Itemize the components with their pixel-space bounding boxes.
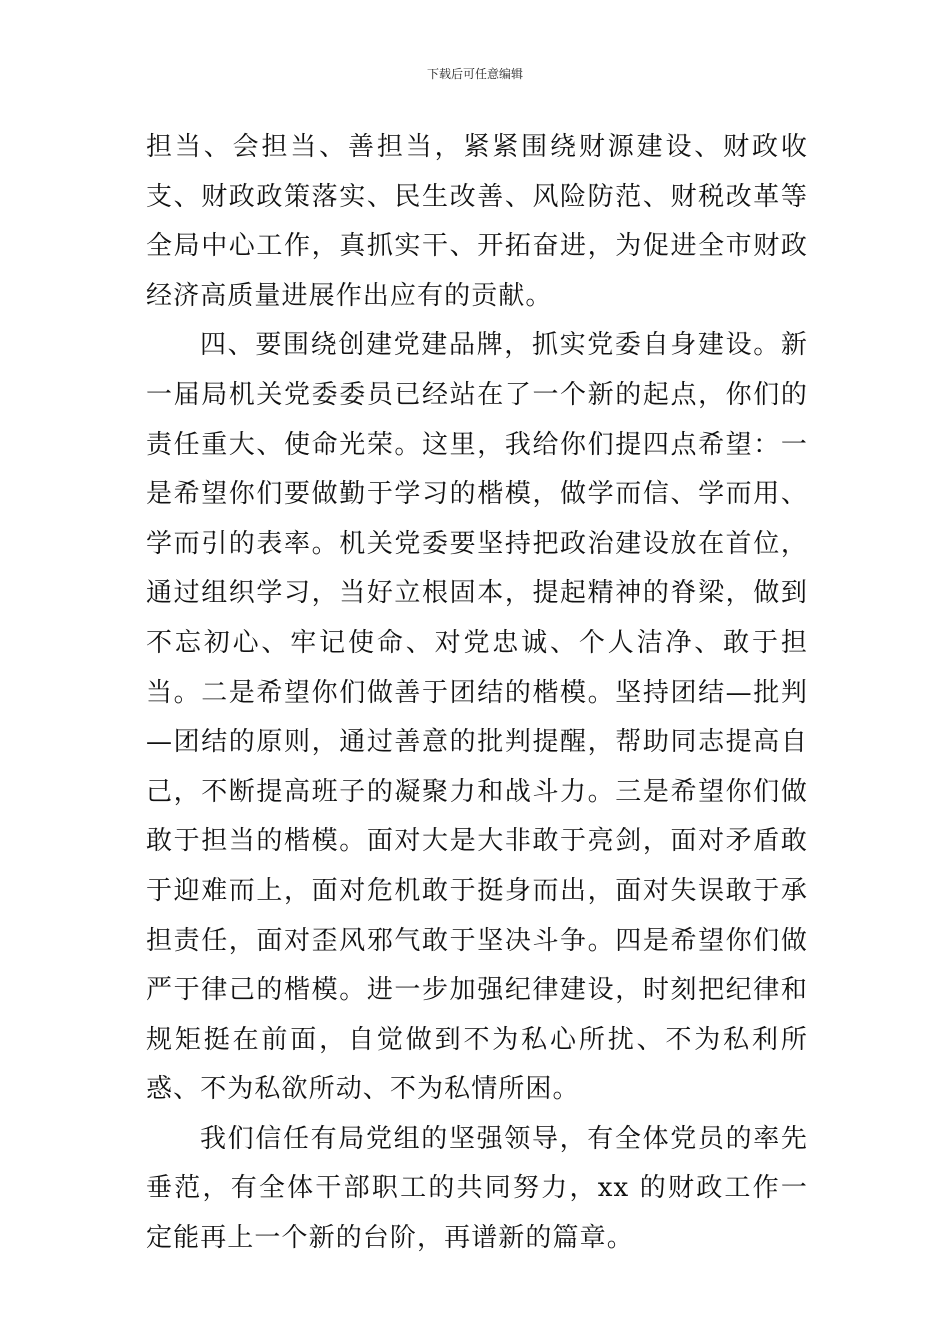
page-header: 下载后可任意编辑 bbox=[426, 67, 523, 81]
document-body bbox=[146, 123, 808, 1264]
paragraph-conclusion: 我们信任有局党组的坚强领导，有全体党员的率先垂范，有全体干部职工的共同努力，xx 的财政工作一定能再上一个新的台阶，再谱新的篇章。 bbox=[146, 1123, 808, 1254]
paragraph-party-building: 四、要围绕创建党建品牌，抓实党委自身建设。新一届局机关党委委员已经站在了一个新的起点，你们的责任重大、使命光荣。这里，我给你们提四点希望：一是希望你们要做勤于学习的楷模，做学而信、学而用、学而引的表率。机关党委要坚持把政治建设放在首位，通过组织学习，当好立根固本，提起精神的脊梁，做到不忘初心、牢记使命、对党忠诚、个人洁净、敢于担当。二是希望你们做善于团结的楷模。坚持团结—批判—团结的原则，通过善意的批判提醒，帮助同志提高自己，不断提高班子的凝聚力和战斗力。三是希望你们做敢于担当的楷模。面对大是大非敢于亮剑，面对矛盾敢于迎难而上，面对危机敢于挺身而出，面对失误敢于承担责任，面对歪风邪气敢于坚决斗争。四是希望你们做严于律己的楷模。进一步加强纪律建设，时刻把纪律和规矩挺在前面，自觉做到不为私心所扰、不为私利所惑、不为私欲所动、不为私情所困。 bbox=[146, 330, 808, 1105]
paragraph-continuation: 担当、会担当、善担当，紧紧围绕财源建设、财政收支、财政政策落实、民生改善、风险防范、财税改革等全局中心工作，真抓实干、开拓奋进，为促进全市财政经济高质量进展作出应有的贡献。 bbox=[146, 132, 808, 311]
